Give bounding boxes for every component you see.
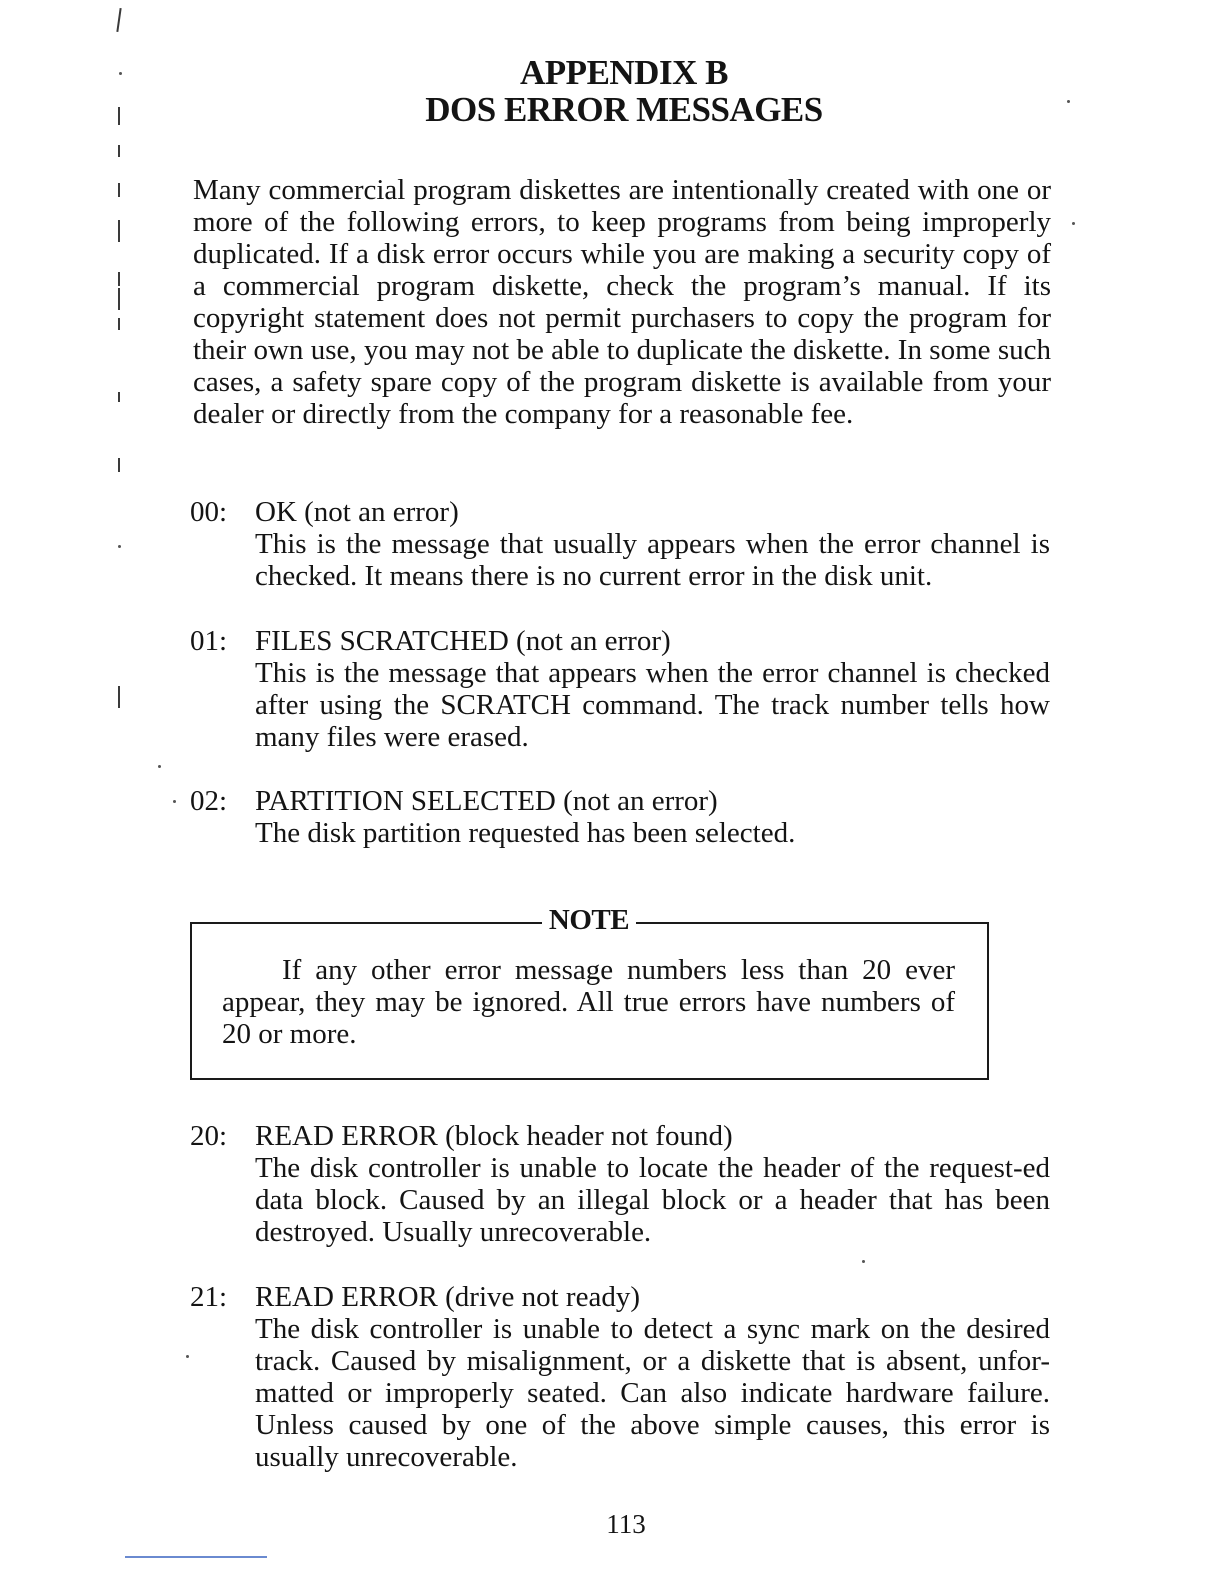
- page-number: 113: [606, 1509, 646, 1539]
- scan-margin-mark: [118, 392, 120, 402]
- scan-margin-mark: [118, 458, 120, 472]
- error-title: FILES SCRATCHED (not an error): [255, 625, 671, 657]
- error-description: The disk controller is unable to detect a sync mark on the desired track. Caused by misalignment, or a diskette that is absent, unfor-matted or improperly seated. Can also indicate hardware failure. Unless caused by one of the above simple causes, this error is usually unrecoverable.: [255, 1313, 1050, 1473]
- appendix-title: APPENDIX B: [520, 53, 728, 92]
- scan-margin-mark: [118, 318, 120, 330]
- error-description: The disk controller is unable to locate the header of the request-ed data block. Caused by an illegal block or a header that has been destroyed. Usually unrecoverable.: [255, 1152, 1050, 1248]
- error-title: READ ERROR (drive not ready): [255, 1281, 640, 1313]
- scan-speck: [186, 1355, 189, 1358]
- error-title: READ ERROR (block header not found): [255, 1120, 733, 1152]
- scan-speck: [862, 1260, 865, 1263]
- note-rule-left: [190, 922, 542, 924]
- scan-margin-mark: [118, 220, 120, 242]
- scan-margin-mark: [118, 145, 120, 157]
- error-code: 02:: [190, 785, 228, 817]
- scan-margin-mark: [118, 183, 120, 197]
- error-description: The disk partition requested has been selected.: [255, 817, 796, 849]
- scan-margin-mark: [118, 288, 120, 310]
- scan-speck: [158, 765, 161, 768]
- error-code: 01:: [190, 625, 228, 657]
- scan-margin-mark: [116, 8, 121, 32]
- scan-margin-mark: [118, 686, 120, 708]
- error-code: 20:: [190, 1120, 228, 1152]
- error-description: This is the message that appears when the error channel is checked after using the SCRATCH command. The track number tells how many files were erased.: [255, 657, 1050, 753]
- scan-speck: [1072, 222, 1075, 225]
- error-code: 21:: [190, 1281, 228, 1313]
- error-title: OK (not an error): [255, 496, 459, 528]
- scan-speck: [173, 800, 176, 803]
- appendix-subtitle: DOS ERROR MESSAGES: [425, 90, 823, 129]
- intro-paragraph: Many commercial program diskettes are intentionally created with one or more of the following errors, to keep programs from being improperly duplicated. If a disk error occurs while you are making a security copy of a commercial program diskette, check the program’s manual. If its copyright statement does not permit purchasers to copy the program for their own use, you may not be able to duplicate the diskette. In some such cases, a safety spare copy of the program diskette is available from your dealer or directly from the company for a reasonable fee.: [193, 174, 1051, 430]
- error-description: This is the message that usually appears when the error channel is checked. It means there is no current error in the disk unit.: [255, 528, 1050, 592]
- error-title: PARTITION SELECTED (not an error): [255, 785, 718, 817]
- scan-speck: [118, 545, 121, 548]
- note-text: If any other error message numbers less than 20 ever appear, they may be ignored. All true errors have numbers of 20 or more.: [222, 954, 955, 1050]
- note-title: NOTE: [548, 904, 630, 936]
- scan-bottom-line: [125, 1556, 267, 1558]
- note-rule-right: [636, 922, 987, 924]
- error-code: 00:: [190, 496, 228, 528]
- scan-margin-mark: [118, 272, 120, 286]
